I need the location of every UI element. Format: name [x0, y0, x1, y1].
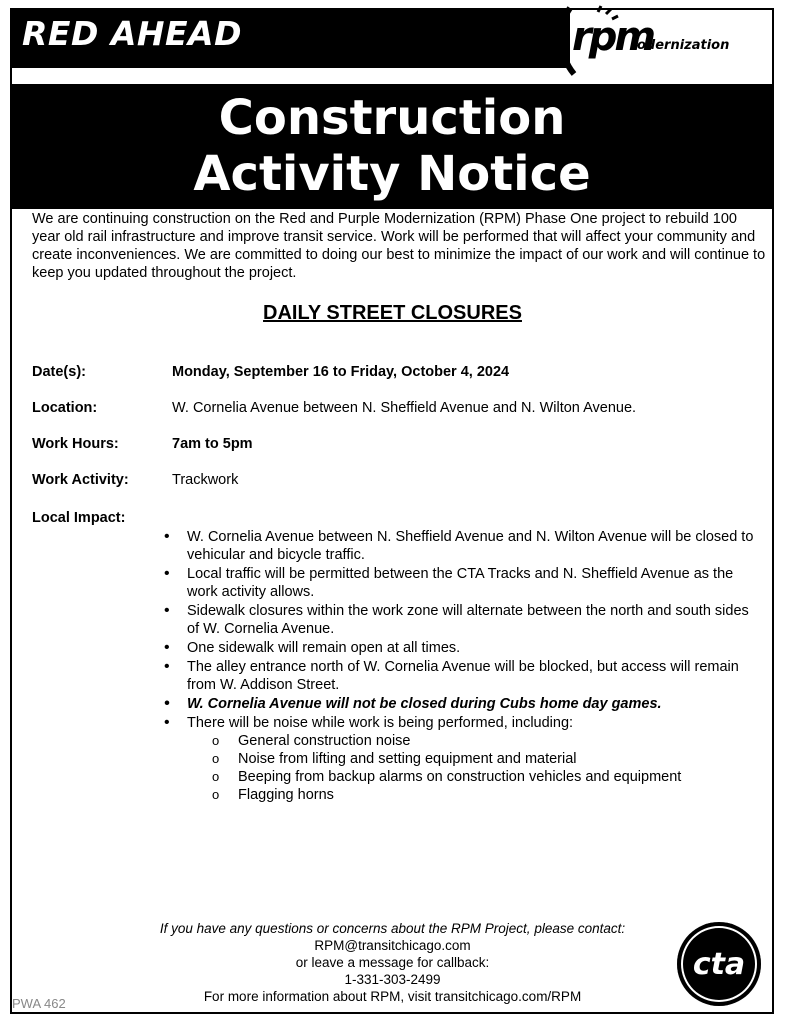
title-line-2: Activity Notice	[193, 146, 591, 202]
list-item: o General construction noise	[187, 732, 762, 750]
red-ahead-logo: RED AHEAD	[22, 14, 242, 53]
cta-logo: cta	[677, 922, 761, 1006]
pwa-code: PWA 462	[12, 996, 66, 1011]
list-item: • The alley entrance north of W. Cornelia Avenue will be blocked, but access will remain from W. Addison Street.	[162, 658, 762, 694]
contact-email: RPM@transitchicago.com	[314, 938, 471, 953]
list-item: • W. Cornelia Avenue will not be closed during Cubs home day games.	[162, 695, 762, 713]
contact-phone: 1-331-303-2499	[344, 972, 441, 987]
list-item: • Local traffic will be permitted between the CTA Tracks and N. Sheffield Avenue as the work activity allows.	[162, 565, 762, 601]
list-item: • W. Cornelia Avenue between N. Sheffield Avenue and N. Wilton Avenue will be closed to vehicular and bicycle traffic.	[162, 528, 762, 564]
contact-callback: or leave a message for callback:	[295, 955, 490, 970]
list-item: • Sidewalk closures within the work zone will alternate between the north and south sides of W. Cornelia Avenue.	[162, 602, 762, 638]
hours-value: 7am to 5pm	[172, 436, 253, 452]
dates-value: Monday, September 16 to Friday, October 4, 2024	[172, 364, 510, 380]
noise-list	[187, 732, 762, 804]
hours-label: Work Hours:	[32, 436, 119, 452]
title-block	[10, 84, 774, 209]
location-value: W. Cornelia Avenue between N. Sheffield Avenue and N. Wilton Avenue.	[172, 400, 637, 416]
activity-label: Work Activity:	[32, 472, 129, 488]
list-item: o Beeping from backup alarms on construction vehicles and equipment	[187, 768, 762, 786]
activity-value: Trackwork	[172, 472, 239, 488]
contact-footer	[0, 920, 785, 1005]
intro-paragraph: We are continuing construction on the Red and Purple Modernization (RPM) Phase One project to rebuild 100 year old rail infrastructure and improve transit service. Work will be performed that will affect your community and create inconveniences. We are committed to doing our best to minimize the impact of our work and will continue to keep you updated throughout the project.	[32, 211, 766, 281]
list-item: • One sidewalk will remain open at all times.	[162, 639, 762, 657]
list-item: o Noise from lifting and setting equipment and material	[187, 750, 762, 768]
noise-intro: There will be noise while work is being performed, including:	[187, 715, 574, 731]
more-info: For more information about RPM, visit transitchicago.com/RPM	[203, 989, 582, 1004]
impact-list	[162, 528, 762, 805]
title-line-1: Construction	[218, 90, 566, 146]
dates-label: Date(s):	[32, 364, 86, 380]
location-label: Location:	[32, 400, 98, 416]
impact-label: Local Impact:	[32, 510, 126, 526]
section-title: DAILY STREET CLOSURES	[263, 302, 522, 324]
list-item: o Flagging horns	[187, 786, 762, 804]
contact-question: If you have any questions or concerns about the RPM Project, please contact:	[159, 921, 626, 936]
list-item	[162, 714, 762, 804]
rpm-modernization-logo: rpm odernization	[572, 14, 730, 60]
